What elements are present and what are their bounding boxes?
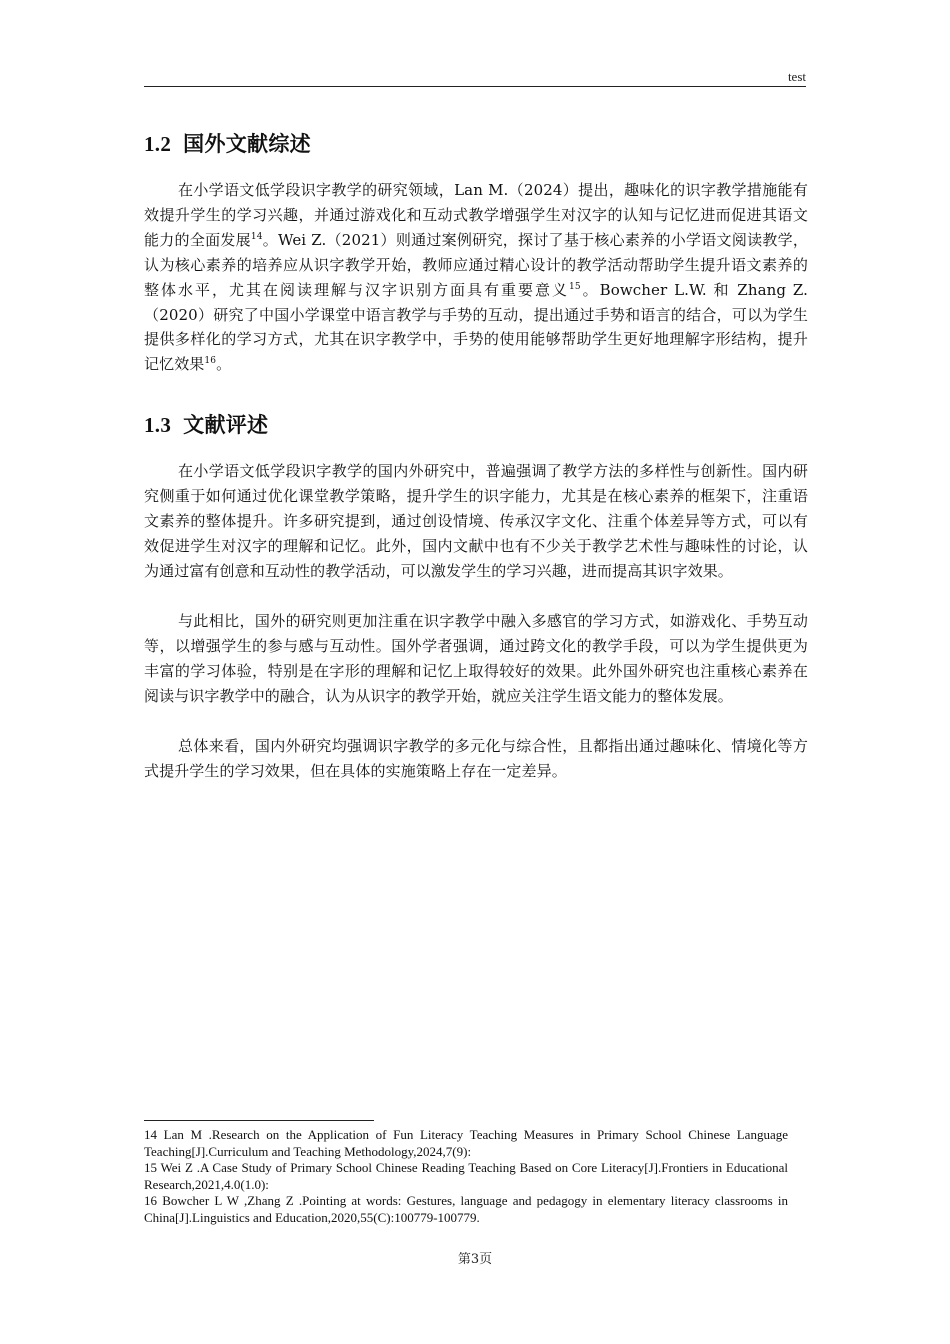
footnote-separator — [144, 1120, 374, 1121]
footnote-16: 16 Bowcher L W ,Zhang Z .Pointing at words: Gestures, language and pedagogy in elementary literacy classrooms in China[J].Linguistics and Education,2020,55(C):100779-100779. — [144, 1193, 788, 1225]
review-paragraph: 总体来看，国内外研究均强调识字教学的多元化与综合性，且都指出通过趣味化、情境化等方式提升学生的学习效果，但在具体的实施策略上存在一定差异。 — [144, 737, 808, 780]
footnote-ref-15[interactable]: 15 — [569, 281, 581, 292]
paragraph-text: 。Bowcher L.W. 和 Zhang Z.（2020）研究了中国小学课堂中语言教学与手势的互动，提出通过手势和语言的结合，可以为学生提供多样化的学习方式，尤其在识字教学中，手势的使用能够帮助学生更好地理解字形结构，提升记忆效果 — [144, 280, 808, 374]
page-number: 第3页 — [457, 1252, 493, 1267]
section-heading-1-3 — [144, 409, 268, 439]
running-header: test — [787, 69, 806, 84]
footnote-ref-14[interactable]: 14 — [250, 231, 263, 242]
footnote-14: 14 Lan M .Research on the Application of Fun Literacy Teaching Measures in Primary School Chinese Language Teaching[J].Curriculum and Teaching Methodology,2024,7(9): — [144, 1127, 788, 1159]
paragraph-text: 。 — [216, 355, 232, 374]
paragraph-text: 在小学语文低学段识字教学的研究领域，Lan M.（2024）提出，趣味化的识字教学措施能有效提升学生的学习兴趣，并通过游戏化和互动式教学增强学生对汉字的认知与记忆进而促进其语文能力的全面发展 — [144, 181, 808, 249]
footnotes — [144, 1127, 788, 1227]
section-heading-1-2 — [144, 128, 311, 158]
section-title: 国外文献综述 — [183, 132, 311, 156]
footnote-15: 15 Wei Z .A Case Study of Primary School Chinese Reading Teaching Based on Core Literacy[J].Frontiers in Educational Research,2021,4.0(1.0): — [144, 1160, 788, 1192]
header-rule — [144, 86, 806, 87]
section-number: 1.3 — [144, 413, 172, 437]
review-paragraph: 与此相比，国外的研究则更加注重在识字教学中融入多感官的学习方式，如游戏化、手势互动等，以增强学生的参与感与互动性。国外学者强调，通过跨文化的教学手段，可以为学生提供更为丰富的学习体验，特别是在字形的理解和记忆上取得较好的效果。此外国外研究也注重核心素养在阅读与识字教学中的融合，认为从识字的教学开始，就应关注学生语文能力的整体发展。 — [144, 612, 808, 705]
section-title: 文献评述 — [183, 413, 269, 437]
footnote-ref-16[interactable]: 16 — [204, 356, 217, 367]
review-paragraph: 在小学语文低学段识字教学的国内外研究中，普遍强调了教学方法的多样性与创新性。国内研究侧重于如何通过优化课堂教学策略，提升学生的识字能力，尤其是在核心素养的框架下，注重语文素养的整体提升。许多研究提到，通过创设情境、传承汉字文化、注重个体差异等方式，可以有效促进学生对汉字的理解和记忆。此外，国内文献中也有不少关于教学艺术性与趣味性的讨论，认为通过富有创意和互动性的教学活动，可以激发学生的学习兴趣，进而提高其识字效果。 — [144, 462, 808, 580]
paragraph-text: 。Wei Z.（2021）则通过案例研究，探讨了基于核心素养的小学语文阅读教学，认为核心素养的培养应从识字教学开始，教师应通过精心设计的教学活动帮助学生提升语文素养的整体水平，尤其在阅读理解与汉字识别方面具有重要意义 — [144, 230, 809, 299]
foreign-literature-paragraph — [144, 178, 808, 377]
section-number: 1.2 — [144, 132, 172, 156]
